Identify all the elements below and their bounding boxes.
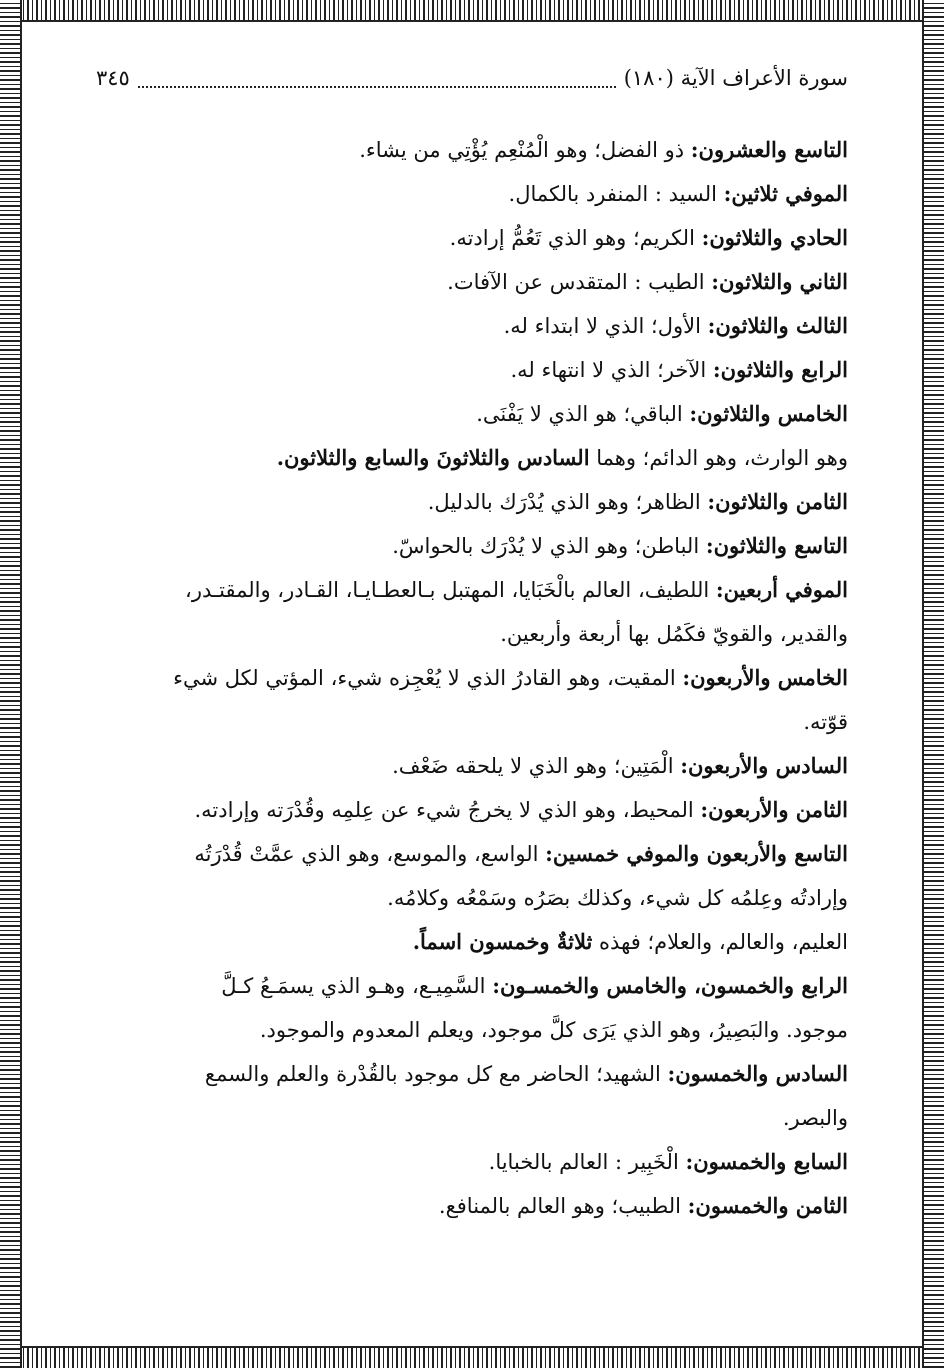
text-line: [96, 876, 848, 920]
text-line: [96, 744, 848, 788]
name-description: وإرادتُه وعِلمُه كل شيء، وكذلك بصَرُه وسَمْعُه وكلامُه.: [387, 886, 848, 910]
name-description: والبصر.: [782, 1106, 848, 1130]
name-ordinal: الخامس والأربعون:: [682, 665, 848, 690]
name-description: الأول؛ الذي لا ابتداء له.: [503, 314, 708, 338]
name-ordinal: الحادي والثلاثون:: [701, 225, 848, 250]
name-description: والقدير، والقويّ فكَمُل بها أربعة وأربعين.: [500, 622, 848, 646]
name-ordinal: السادس والأربعون:: [680, 753, 848, 778]
name-description: الواسع، والموسع، وهو الذي عمَّتْ قُدْرَتُه: [194, 842, 546, 866]
name-ordinal: التاسع والثلاثون:: [705, 533, 848, 558]
name-description: الطبيب؛ وهو العالم بالمنافع.: [438, 1194, 688, 1218]
name-description: الكريم؛ وهو الذي تَعُمُّ إرادته.: [449, 226, 702, 250]
page-number: ٣٤٥: [96, 66, 130, 90]
text-line: [96, 568, 848, 612]
name-description: الباطن؛ وهو الذي لا يُدْرَك بالحواسّ.: [392, 534, 706, 558]
text-line: [96, 700, 848, 744]
text-line: [96, 480, 848, 524]
text-line: [96, 1184, 848, 1228]
name-description: الظاهر؛ وهو الذي يُدْرَك بالدليل.: [427, 490, 708, 514]
text-line: [96, 1096, 848, 1140]
name-description: الطيب : المتقدس عن الآفات.: [447, 270, 712, 294]
name-description: السيد : المنفرد بالكمال.: [508, 182, 724, 206]
text-line: [96, 1008, 848, 1052]
text-line: [96, 1052, 848, 1096]
header-title: سورة الأعراف الآية (١٨٠): [623, 66, 848, 90]
text-line: [96, 260, 848, 304]
name-ordinal: الثامن والخمسون:: [687, 1193, 848, 1218]
text-line: [96, 788, 848, 832]
name-ordinal: الموفي أربعين:: [715, 577, 848, 602]
name-description: المقيت، وهو القادرُ الذي لا يُعْجِزه شيء، المؤتي لكل شيء: [173, 666, 683, 690]
text-line: [96, 964, 848, 1008]
name-ordinal: الرابع والثلاثون:: [712, 357, 848, 382]
text-line: [96, 832, 848, 876]
text-line: [96, 524, 848, 568]
name-ordinal: الرابع والخمسون، والخامس والخمسـون:: [492, 973, 848, 998]
name-ordinal: الثاني والثلاثون:: [711, 269, 848, 294]
name-ordinal: السابع والخمسون:: [685, 1149, 848, 1174]
line-prefix: وهو الوارث، وهو الدائم؛ وهما: [589, 446, 848, 470]
text-line: [96, 348, 848, 392]
name-description: ذو الفضل؛ وهو الْمُنْعِم يُؤْتِي من يشاء.: [359, 138, 691, 162]
text-line: [96, 436, 848, 480]
ornamental-border-right: [922, 0, 944, 1368]
name-ordinal: السادس والثلاثونَ والسابع والثلاثون.: [276, 445, 590, 470]
name-description: الآخر؛ الذي لا انتهاء له.: [510, 358, 713, 382]
name-description: السَّمِيـع، وهـو الذي يسمَـعُ كـلَّ: [221, 974, 493, 998]
text-line: [96, 612, 848, 656]
name-description: الْخَبِير : العالم بالخبايا.: [488, 1150, 686, 1174]
line-prefix: العليم، والعالم، والعلام؛ فهذه: [592, 930, 848, 954]
ornamental-border-bottom: [0, 1346, 944, 1368]
name-description: الْمَتِين؛ وهو الذي لا يلحقه ضَعْف.: [392, 754, 681, 778]
leader-dots: [138, 68, 616, 88]
name-description: المحيط، وهو الذي لا يخرجُ شيء عن عِلمِه وقُدْرَته وإرادته.: [194, 798, 701, 822]
name-ordinal: ثلاثةٌ وخمسون اسماً.: [412, 929, 593, 954]
name-ordinal: السادس والخمسون:: [667, 1061, 848, 1086]
text-line: [96, 1140, 848, 1184]
name-ordinal: التاسع والأربعون والموفي خمسين:: [545, 841, 848, 866]
name-ordinal: الثامن والأربعون:: [700, 797, 848, 822]
name-description: الشهيد؛ الحاضر مع كل موجود بالقُدْرة والعلم والسمع: [204, 1062, 668, 1086]
name-ordinal: الموفي ثلاثين:: [723, 181, 848, 206]
name-ordinal: التاسع والعشرون:: [690, 137, 848, 162]
text-line: [96, 656, 848, 700]
ornamental-border-top: [0, 0, 944, 22]
name-description: قوّته.: [803, 710, 848, 734]
name-ordinal: الثالث والثلاثون:: [707, 313, 848, 338]
text-line: [96, 304, 848, 348]
text-line: [96, 172, 848, 216]
running-header: [96, 62, 848, 94]
ornamental-border-left: [0, 0, 22, 1368]
name-description: موجود. والبَصِيرُ، وهو الذي يَرَى كلَّ موجود، ويعلم المعدوم والموجود.: [259, 1018, 848, 1042]
text-line: [96, 128, 848, 172]
name-ordinal: الثامن والثلاثون:: [707, 489, 848, 514]
text-line: [96, 392, 848, 436]
text-line: [96, 216, 848, 260]
name-description: الباقي؛ هو الذي لا يَفْنَى.: [476, 402, 690, 426]
name-ordinal: الخامس والثلاثون:: [689, 401, 848, 426]
text-line: [96, 920, 848, 964]
name-description: اللطيف، العالم بالْخَبَايا، المهتبل بـالعطـايـا، القـادر، والمقتـدر،: [185, 578, 716, 602]
